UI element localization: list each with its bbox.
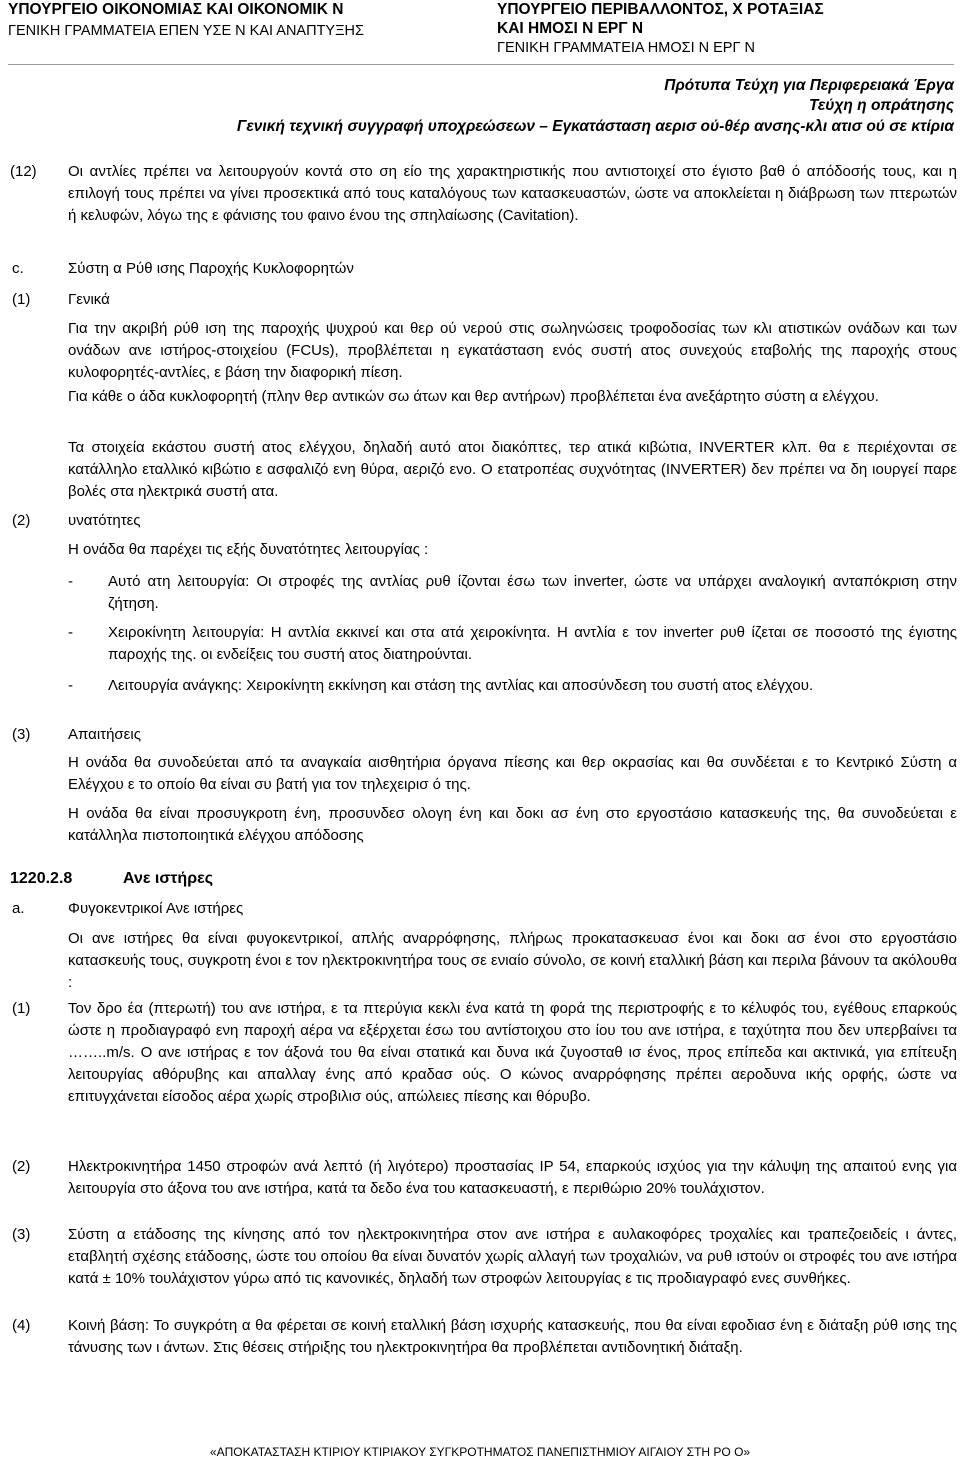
subsection-a-title: Φυγοκεντρικοί Ανε ιστήρες <box>68 900 244 917</box>
subsection-1-title: Γενικά <box>68 291 110 308</box>
ministry-left-block <box>8 0 478 41</box>
ministry-left-subtitle: ΓΕΝΙΚΗ ΓΡΑΜΜΑΤΕΙΑ ΕΠΕΝ ΥΣΕ Ν ΚΑΙ ΑΝΑΠΤΥΞΗΣ <box>8 23 364 39</box>
page-footer: «ΑΠΟΚΑΤΑΣΤΑΣΗ ΚΤΙΡΙΟΥ ΚΤΙΡΙΑΚΟΥ ΣΥΓΚΡΟΤΗΜΑΤΟΣ ΠΑΝΕΠΙΣΤΗΜΙΟΥ ΑΙΓΑΙΟΥ ΣΤΗ ΡΟ Ο» <box>209 1445 751 1459</box>
subsection-3-paragraph-1: Η ονάδα θα συνοδεύεται από τα αναγκαία αισθητήρια όργανα πίεσης και θερ οκρασίας και θα συνδέεται ε το Κεντρικό Σύστη α Ελέγχου ε το οποίο θα είναι συ βατή για τον τηλεχειρισ ό της. <box>68 754 957 793</box>
ministry-right-subtitle: ΓΕΝΙΚΗ ΓΡΑΜΜΑΤΕΙΑ ΗΜΟΣΙ Ν ΕΡΓ Ν <box>497 40 755 56</box>
subsection-2-intro: Η ονάδα θα παρέχει τις εξής δυνατότητες λειτουργίας : <box>68 541 429 558</box>
subsection-1-number: (1) <box>12 291 31 308</box>
component-item-base: Κοινή βάση: Το συγκρότη α θα φέρεται σε κοινή εταλλική βάση ισχυρής κατασκευής, που θα είναι εφοδιασ ένη ε διάταξη ρύθ ισης της τάνυσης των ι άντων. Στις θέσεις στήριξης του ηλεκτροκινητήρα θα προβλέπεται αντιδονητική διάταξη. <box>68 1317 957 1356</box>
component-item-number: (2) <box>12 1158 31 1175</box>
subsection-a-intro: Οι ανε ιστήρες θα είναι φυγοκεντρικοί, απλής αναρρόφησης, πλήρως προκατασκευασ ένοι και δοκι ασ ένοι στο εργοστάσιο κατασκευής τους, συγκροτη ένοι ε τον ηλεκτροκινητήρα τους σε ενιαίο σύνολο, σε κοινή εταλλική βάση και περιλα βάνουν τα ακόλουθα : <box>68 930 957 991</box>
subsection-3-number: (3) <box>12 726 31 743</box>
subsection-a-label: a. <box>12 900 25 917</box>
section-number: 1220.2.8 <box>10 870 73 887</box>
component-item-impeller: Τον δρο έα (πτερωτή) του ανε ιστήρα, ε τα πτερύγια κεκλι ένα κατά τη φορά της περιστροφής ε το κέλυφός του, εγέθους επαρκούς ώστε η προδιαγραφό ενη παροχή αέρα να εξέρχεται έσω του αντίστοιχου στο ίου του ανε ιστήρα, ε ταχύτητα που δεν υπερβαίνει τα ……..m/s. Ο ανε ιστήρας ε τον άξονά του θα είναι στατικά και δυνα ικά ζυγοσταθ ισ ένος, προς επίπεδα και ακτινικά, για επίτευξη λειτουργίας αθόρυβης και απαλλαγ ένης από κραδασ ούς. Ο κώνος αναρρόφησης πρέπει αεροδυνα ικής ορφής, ώστε να επιτυγχάνεται είσοδος αέρα χωρίς στροβιλισ ούς, απώλειες πίεσης και θόρυβο. <box>68 1000 957 1105</box>
subsection-2-number: (2) <box>12 512 31 529</box>
subsection-3-title: Απαιτήσεις <box>68 726 141 743</box>
paragraph-12: Οι αντλίες πρέπει να λειτουργούν κοντά στο ση είο της χαρακτηριστικής που αντιστοιχεί στο έγιστο βαθ ό απόδοσής τους, και η επιλογή τους πρέπει να γίνει προσεκτικά από τους καταλόγους των κατασκευαστών, ώστε να αποκλείεται η διάβρωση των πτερωτών ή κελυφών, λόγω της ε φάνισης του φαινο ένου της σπηλαίωσης (Cavitation). <box>68 163 957 224</box>
component-item-number: (1) <box>12 1000 31 1017</box>
document-series <box>664 76 954 116</box>
subsection-2-title: υνατότητες <box>68 512 141 529</box>
list-bullet: - <box>68 624 73 641</box>
capability-item-auto: Αυτό ατη λειτουργία: Οι στροφές της αντλίας ρυθ ίζονται έσω των inverter, ώστε να υπάρχει αναλογική ανταπόκριση στην ζήτηση. <box>108 573 957 612</box>
section-title: Ανε ιστήρες <box>123 870 214 887</box>
subsection-1-paragraph-3: Τα στοιχεία εκάστου συστή ατος ελέγχου, δηλαδή αυτό ατοι διακόπτες, τερ ατικά κιβώτια, INVERTER κλπ. θα ε περιέχονται σε κατάλληλο εταλλικό κιβώτιο ε ασφαλιζό ενη θύρα, αεριζό ενο. Ο ετατροπέας συχνότητας (INVERTER) δεν πρέπει να δη ιουργεί παρε βολές στα ηλεκτρικά συστή ατα. <box>68 439 957 500</box>
item-number: (12) <box>10 163 37 180</box>
ministry-right-title-2: ΚΑΙ ΗΜΟΣΙ Ν ΕΡΓ Ν <box>497 20 644 37</box>
component-item-number: (3) <box>12 1226 31 1243</box>
ministry-right-title-1: ΥΠΟΥΡΓΕΙΟ ΠΕΡΙΒΑΛΛΟΝΤΟΣ, Χ ΡΟΤΑΞΙΑΣ <box>497 1 824 18</box>
ministry-left-title: ΥΠΟΥΡΓΕΙΟ ΟΙΚΟΝΟΜΙΑΣ ΚΑΙ ΟΙΚΟΝΟΜΙΚ Ν <box>8 1 344 18</box>
capability-item-manual: Χειροκίνητη λειτουργία: Η αντλία εκκινεί και στα ατά χειροκίνητα. Η αντλία ε τον inverter ρυθ ίζεται σε ποσοστό της έγιστης παροχής της. οι ενδείξεις του συστή ατος διατηρούνται. <box>108 624 957 663</box>
series-line-2: Τεύχη η οπράτησης <box>808 97 954 114</box>
capability-item-emergency: Λειτουργία ανάγκης: Χειροκίνητη εκκίνηση και στάση της αντλίας και αποσύνδεση του συστή ατος ελέγχου. <box>108 677 814 694</box>
ministry-right-block <box>497 0 957 58</box>
list-bullet: - <box>68 573 73 590</box>
series-line-1: Πρότυπα Τεύχη για Περιφερειακά Έργα <box>664 77 954 94</box>
subsection-1-paragraph-1: Για την ακριβή ρύθ ιση της παροχής ψυχρού και θερ ού νερού στις σωληνώσεις τροφοδοσίας των κλι ατιστικών ονάδων και των ονάδων ανε ιστήρος-στοιχείου (FCUs), προβλέπεται η εγκατάσταση ενός συστή ατος συνεχούς εταβολής της παροχής στους κυλοφορητές-αντλίες, ε βάση την διαφορική πίεση. <box>68 320 957 381</box>
document-title: Γενική τεχνική συγγραφή υποχρεώσεων – Εγκατάσταση αερισ ού-θέρ ανσης-κλι ατισ ού σε κτίρια <box>236 118 954 135</box>
subsection-3-paragraph-2: Η ονάδα θα είναι προσυγκροτη ένη, προσυνδεσ ολογη ένη και δοκι ασ ένη στο εργοστάσιο κατασκευής της, θα συνοδεύεται ε κατάλληλα πιστοποιητικά ελέγχου απόδοσης <box>68 805 957 844</box>
subsection-1-paragraph-2: Για κάθε ο άδα κυκλοφορητή (πλην θερ αντικών σω άτων και θερ αντήρων) προβλέπεται ένα ανεξάρτητο σύστη α ελέγχου. <box>68 388 879 405</box>
section-c-title: Σύστη α Ρύθ ισης Παροχής Κυκλοφορητών <box>68 260 354 277</box>
component-item-number: (4) <box>12 1317 31 1334</box>
header-divider <box>8 64 954 65</box>
section-c-label: c. <box>12 260 24 277</box>
list-bullet: - <box>68 677 73 694</box>
component-item-motor: Ηλεκτροκινητήρα 1450 στροφών ανά λεπτό (ή λιγότερο) προστασίας IP 54, επαρκούς ισχύος για την κάλυψη της απαιτού ενης για λειτουργία στο άξονα του ανε ιστήρα, κατά τα δεδο ένα του κατασκευαστή, ε περιθώριο 20% τουλάχιστον. <box>68 1158 957 1197</box>
component-item-transmission: Σύστη α ετάδοσης της κίνησης από τον ηλεκτροκινητήρα στον ανε ιστήρα ε αυλακοφόρες τροχαλίες και τραπεζοειδείς ι άντες, εταβλητή σχέσης ετάδοσης, ώστε του οποίου θα είναι δυνατόν χωρίς αλλαγή των τροχαλιών, να ρυθ ιστούν οι στροφές του ανε ιστήρα κατά ± 10% τουλάχιστον γύρω από τις κανονικές, δηλαδή των στροφών λειτουργίας ε τις προδιαγραφό ενες συνθήκες. <box>68 1226 957 1287</box>
